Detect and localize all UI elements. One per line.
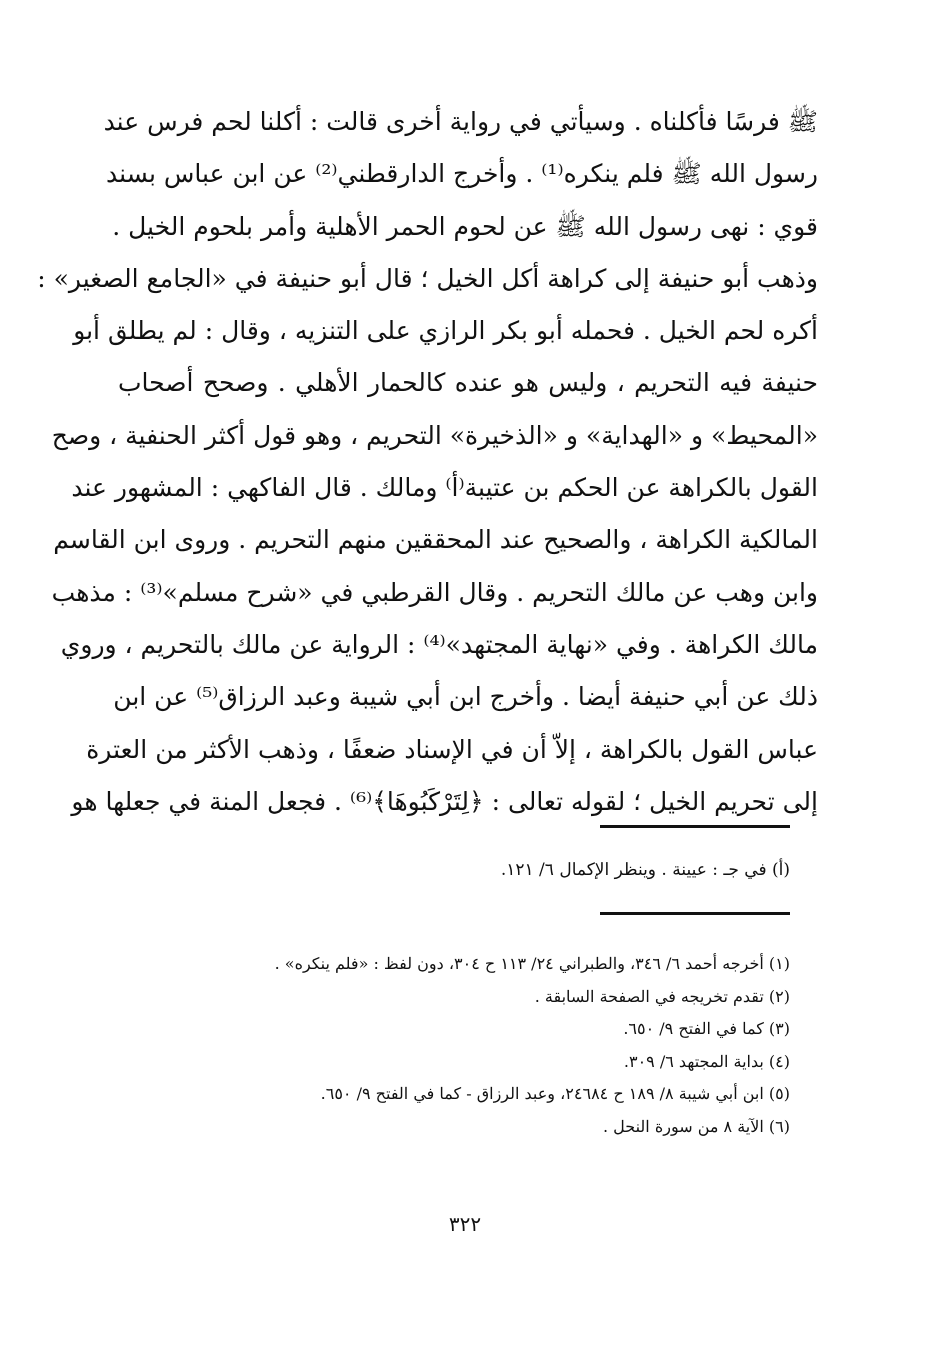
text-line: قوي : نهى رسول الله ﷺ عن لحوم الحمر الأهلية وأمر بلحوم الخيل . (112, 211, 818, 241)
text-line: حنيفة فيه التحريم ، وليس هو عنده كالحمار الأهلي . وصحح أصحاب (118, 368, 818, 398)
text-line: أكره لحم الخيل . فحمله أبو بكر الرازي على التنزيه ، وقال : لم يطلق أبو (73, 316, 818, 346)
footnotes-list (140, 948, 790, 1144)
text-line: «المحيط» و «الهداية» و «الذخيرة» التحريم ، وهو قول أكثر الحنفية ، وصح (51, 420, 818, 450)
text-line: ذلك عن أبي حنيفة أيضا . وأخرج ابن أبي شيبة وعبد الرزاق⁽⁵⁾ عن ابن (113, 682, 818, 712)
footnote-item: (٢) تقدم تخريجه في الصفحة السابقة . (534, 986, 790, 1006)
footnote-separator-variant (600, 825, 790, 828)
variant-note: (أ) في جـ : عيينة . وينظر الإكمال ٦/ ١٢١. (500, 860, 790, 880)
footnote-item: (٦) الآية ٨ من سورة النحل . (602, 1116, 790, 1136)
text-line: وذهب أبو حنيفة إلى كراهة أكل الخيل ؛ قال أبو حنيفة في «الجامع الصغير» : (37, 263, 818, 293)
footnote-item: (٣) كما في الفتح ٩/ ٦٥٠. (623, 1019, 790, 1039)
text-line: القول بالكراهة عن الحكم بن عتيبة⁽أ⁾ ومالك . قال الفاكهي : المشهور عند (71, 473, 818, 503)
page-number: ٣٢٢ (448, 1212, 482, 1236)
footnote-separator (600, 912, 790, 915)
footnote-item: (٤) بداية المجتهد ٦/ ٣٠٩. (623, 1051, 790, 1071)
text-line: وابن وهب عن مالك التحريم . وقال القرطبي في «شرح مسلم»⁽³⁾ : مذهب (51, 577, 818, 607)
text-line: عباس القول بالكراهة ، إلاّ أن في الإسناد ضعفًا ، وذهب الأكثر من العترة (86, 734, 818, 764)
text-line: ﷺ فرسًا فأكلناه . وسيأتي في رواية أخرى قالت : أكلنا لحم فرس عند (103, 107, 818, 136)
text-line: رسول الله ﷺ فلم ينكره⁽¹⁾ . وأخرج الدارقطني⁽²⁾ عن ابن عباس بسند (106, 159, 818, 189)
main-text-block (37, 96, 818, 828)
text-line: إلى تحريم الخيل ؛ لقوله تعالى : ﴿لِتَرْكَبُوهَا﴾⁽⁶⁾ . فجعل المنة في جعلها هو (71, 786, 818, 816)
footnote-item: (٥) ابن أبي شيبة ٨/ ١٨٩ ح ٢٤٦٨٤، وعبد الرزاق - كما في الفتح ٩/ ٦٥٠. (320, 1084, 790, 1104)
text-line: مالك الكراهة . وفي «نهاية المجتهد»⁽⁴⁾ : الرواية عن مالك بالتحريم ، وروي (60, 629, 818, 659)
footnote-item: (١) أخرجه أحمد ٦/ ٣٤٦، والطبراني ٢٤/ ١١٣ ح ٣٠٤، دون لفظ : «فلم ينكره» . (274, 954, 790, 973)
text-line: المالكية الكراهة ، والصحيح عند المحققين منهم التحريم . وروى ابن القاسم (53, 525, 818, 555)
